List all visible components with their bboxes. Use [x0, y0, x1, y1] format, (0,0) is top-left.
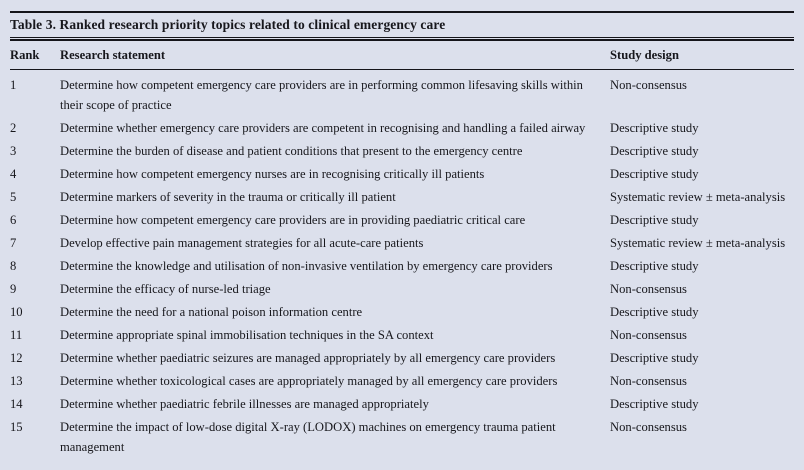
table-row [10, 369, 794, 392]
design-cell: Descriptive study [610, 213, 699, 227]
table-row [10, 162, 794, 185]
design-cell: Non-consensus [610, 282, 687, 296]
rank-cell: 12 [10, 351, 23, 365]
statement-cell: Determine the impact of low-dose digital X-ray (LODOX) machines on emergency trauma patient management [60, 420, 556, 454]
design-cell: Descriptive study [610, 144, 699, 158]
table-row [10, 415, 794, 458]
statement-cell: Determine the efficacy of nurse-led triage [60, 282, 271, 296]
design-cell: Descriptive study [610, 351, 699, 365]
column-header-study-design: Study design [610, 48, 679, 62]
table-header-row [10, 41, 794, 69]
statement-cell: Determine whether paediatric febrile illnesses are managed appropriately [60, 397, 429, 411]
statement-cell: Determine whether emergency care providers are competent in recognising and handling a failed airway [60, 121, 586, 135]
table-container [0, 11, 804, 458]
rank-cell: 2 [10, 121, 17, 135]
statement-cell: Determine whether paediatric seizures are managed appropriately by all emergency care providers [60, 351, 556, 365]
design-cell: Non-consensus [610, 78, 687, 92]
design-cell: Non-consensus [610, 374, 687, 388]
statement-cell: Determine how competent emergency care providers are in performing common lifesaving skills within their scope of practice [60, 78, 583, 112]
table-body [10, 70, 794, 458]
statement-cell: Determine the need for a national poison information centre [60, 305, 363, 319]
rank-cell: 9 [10, 282, 17, 296]
design-cell: Descriptive study [610, 397, 699, 411]
table-row [10, 254, 794, 277]
design-cell: Systematic review ± meta-analysis [610, 190, 786, 204]
column-header-research-statement: Research statement [60, 48, 166, 62]
table-row [10, 231, 794, 254]
design-cell: Non-consensus [610, 420, 687, 434]
rank-cell: 6 [10, 213, 17, 227]
design-cell: Non-consensus [610, 328, 687, 342]
table-row [10, 208, 794, 231]
statement-cell: Determine how competent emergency nurses are in recognising critically ill patients [60, 167, 485, 181]
table-row [10, 300, 794, 323]
table-row [10, 277, 794, 300]
statement-cell: Determine the knowledge and utilisation of non-invasive ventilation by emergency care providers [60, 259, 553, 273]
rank-cell: 15 [10, 420, 23, 434]
design-cell: Descriptive study [610, 259, 699, 273]
statement-cell: Determine appropriate spinal immobilisation techniques in the SA context [60, 328, 434, 342]
table-row [10, 73, 794, 116]
design-cell: Descriptive study [610, 167, 699, 181]
statement-cell: Develop effective pain management strategies for all acute-care patients [60, 236, 424, 250]
table-title: Table 3. Ranked research priority topics related to clinical emergency care [10, 17, 446, 32]
column-header-rank: Rank [10, 48, 40, 62]
rank-cell: 5 [10, 190, 17, 204]
table-row [10, 116, 794, 139]
rank-cell: 1 [10, 78, 17, 92]
table-row [10, 323, 794, 346]
design-cell: Descriptive study [610, 121, 699, 135]
statement-cell: Determine whether toxicological cases are appropriately managed by all emergency care providers [60, 374, 558, 388]
rank-cell: 7 [10, 236, 17, 250]
statement-cell: Determine markers of severity in the trauma or critically ill patient [60, 190, 396, 204]
rank-cell: 11 [10, 328, 23, 342]
design-cell: Descriptive study [610, 305, 699, 319]
table-row [10, 139, 794, 162]
rank-cell: 13 [10, 374, 23, 388]
rank-cell: 14 [10, 397, 23, 411]
statement-cell: Determine how competent emergency care providers are in providing paediatric critical care [60, 213, 526, 227]
rank-cell: 10 [10, 305, 23, 319]
rank-cell: 4 [10, 167, 17, 181]
table-row [10, 392, 794, 415]
table-row [10, 185, 794, 208]
table-row [10, 346, 794, 369]
rank-cell: 3 [10, 144, 17, 158]
rank-cell: 8 [10, 259, 17, 273]
design-cell: Systematic review ± meta-analysis [610, 236, 786, 250]
statement-cell: Determine the burden of disease and patient conditions that present to the emergency centre [60, 144, 523, 158]
